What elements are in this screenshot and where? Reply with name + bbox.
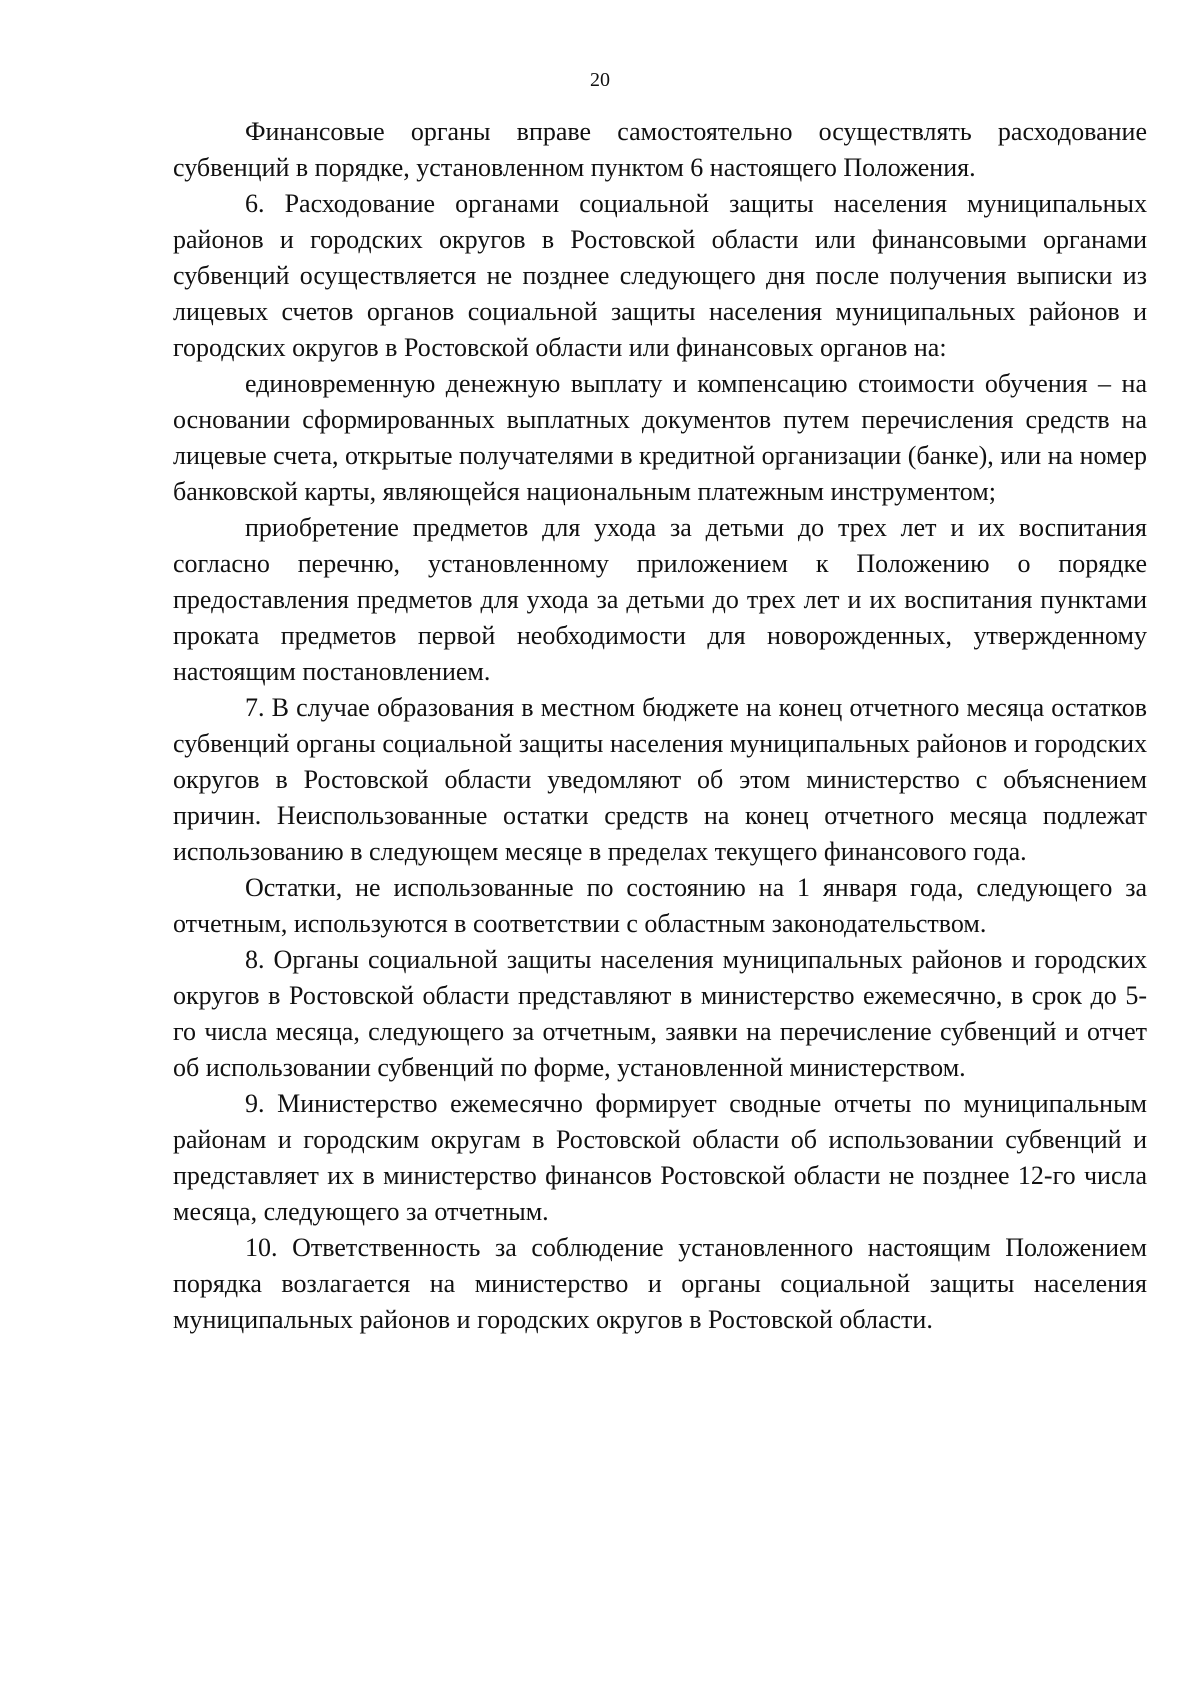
paragraph-item-7: 7. В случае образования в местном бюджете на конец отчетного месяца остатков субвенций органы социальной защиты населения муниципальных районов и городских округов в Ростовской области уведомляют об этом министерство с объяснением причин. Неиспользованные остатки средств на конец отчетного месяца подлежат использованию в следующем месяце в пределах текущего финансового года. — [173, 693, 1147, 866]
paragraph-item-8: 8. Органы социальной защиты населения муниципальных районов и городских округов в Ростовской области представляют в министерство ежемесячно, в срок до 5-го числа месяца, следующего за отчетным, заявки на перечисление субвенций и отчет об использовании субвенций по форме, установленной министерством. — [173, 945, 1147, 1082]
paragraph-item-6: 6. Расходование органами социальной защиты населения муниципальных районов и городских округов в Ростовской области или финансовыми органами субвенций осуществляется не позднее следующего дня после получения выписки из лицевых счетов органов социальной защиты населения муниципальных районов и городских округов в Ростовской области или финансовых органов на: — [173, 189, 1147, 362]
paragraph-item-10: 10. Ответственность за соблюдение установленного настоящим Положением порядка возлагается на министерство и органы социальной защиты населения муниципальных районов и городских округов в Ростовской области. — [173, 1233, 1147, 1334]
page-number: 20 — [590, 69, 610, 91]
paragraph-childcare-items: приобретение предметов для ухода за детьми до трех лет и их воспитания согласно перечню, установленному приложением к Положению о порядке предоставления предметов для ухода за детьми до трех лет и их воспитания пунктами проката предметов первой необходимости для новорожденных, утвержденному настоящим постановлением. — [173, 513, 1147, 686]
paragraph-remaining-balances: Остатки, не использованные по состоянию на 1 января года, следующего за отчетным, используются в соответствии с областным законодательством. — [173, 873, 1147, 938]
paragraph-one-time-payment: единовременную денежную выплату и компенсацию стоимости обучения – на основании сформированных выплатных документов путем перечисления средств на лицевые счета, открытые получателями в кредитной организации (банке), или на номер банковской карты, являющейся национальным платежным инструментом; — [173, 369, 1147, 506]
paragraph-financial-bodies: Финансовые органы вправе самостоятельно осуществлять расходование субвенций в порядке, установленном пунктом 6 настоящего Положения. — [173, 117, 1147, 182]
paragraph-item-9: 9. Министерство ежемесячно формирует сводные отчеты по муниципальным районам и городским округам в Ростовской области об использовании субвенций и представляет их в министерство финансов Ростовской области не позднее 12-го числа месяца, следующего за отчетным. — [173, 1089, 1147, 1226]
document-body — [173, 114, 1147, 1338]
